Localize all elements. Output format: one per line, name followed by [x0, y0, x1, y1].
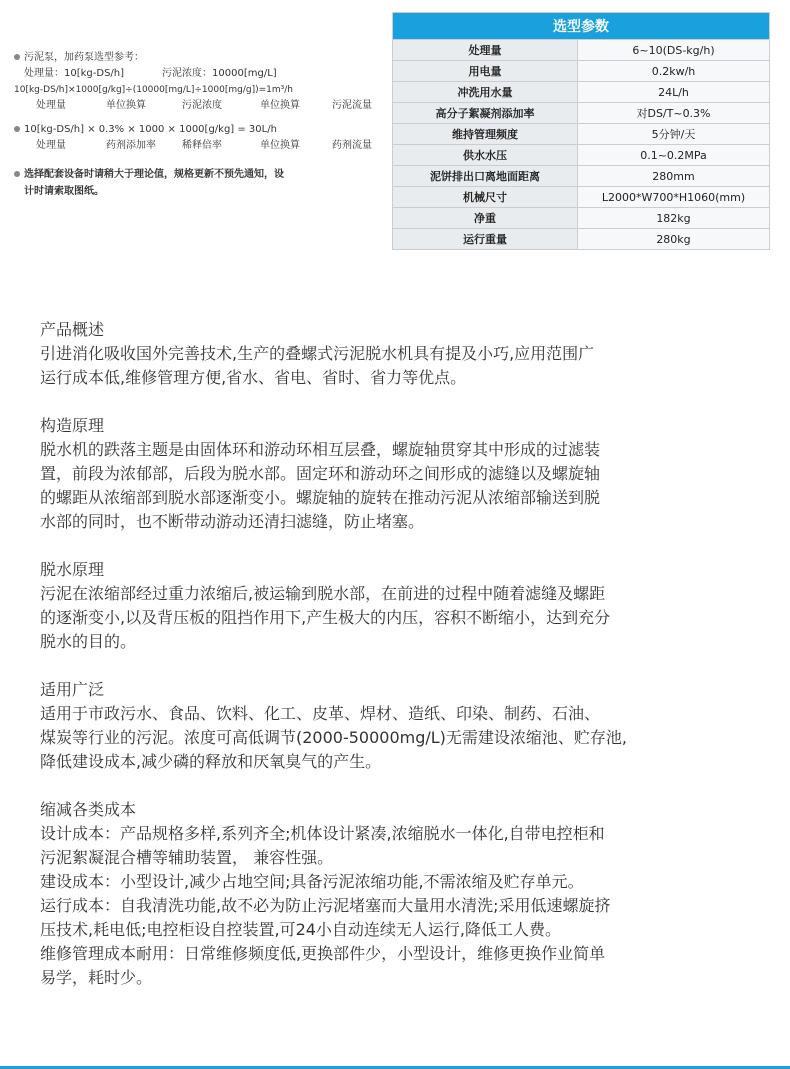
calc-concentration: 污泥浓度：10000[mg/L] — [162, 68, 277, 79]
table-row: 冲洗用水量 24L/h — [393, 82, 770, 103]
table-row: 机械尺寸 L2000*W700*H1060(mm) — [393, 187, 770, 208]
section-title: 产品概述 — [40, 320, 105, 339]
calc-throughput: 处理量：10[kg-DS/h] — [24, 68, 125, 79]
table-row: 净重 182kg — [393, 208, 770, 229]
section-dewatering-principle: 脱水原理 污泥在浓缩部经过重力浓缩后,被运输到脱水部，在前进的过程中随着滤缝及螺距 的逐渐变小,以及背压板的阻挡作用下,产生极大的内压，容积不断缩小，达到充分 脱水的目的。 — [40, 558, 760, 654]
section-overview: 产品概述 引进消化吸收国外完善技术,生产的叠螺式污泥脱水机具有提及小巧,应用范围广 运行成本低,维修管理方便,省水、省电、省时、省力等优点。 — [40, 318, 760, 390]
product-description — [40, 318, 760, 1014]
bullet-icon — [14, 171, 20, 177]
selection-note: 选择配套设备时请稍大于理论值，规格更新不预先通知，设 计时请索取图纸。 — [14, 166, 389, 200]
caption: 单位换算 — [106, 100, 146, 111]
table-row: 用电量 0.2kw/h — [393, 61, 770, 82]
table-row: 高分子絮凝剂添加率 对DS/T~0.3% — [393, 103, 770, 124]
caption: 处理量 — [36, 140, 66, 151]
section-structure: 构造原理 脱水机的跌落主题是由固体环和游动环相互层叠，螺旋轴贯穿其中形成的过滤装 置，前段为浓郁部，后段为脱水部。固定环和游动环之间形成的滤缝以及螺旋轴 的螺距从浓缩部到脱水部逐渐变小。螺旋轴的旋转在推动污泥从浓缩部输送到脱 水部的同时，也不断带动游动还清扫滤缝，防止堵塞。 — [40, 414, 760, 534]
section-title: 适用广泛 — [40, 680, 105, 699]
caption: 药剂流量 — [332, 140, 372, 151]
formula-sludge-flow: 10[kg-DS/h]×1000[g/kg]÷(10000[mg/L]÷1000[mg/g])=1m³/h — [14, 85, 293, 95]
spec-table-title: 选型参数 — [393, 13, 770, 40]
caption: 处理量 — [36, 100, 66, 111]
formula-dosing-flow: 10[kg-DS/h] × 0.3% × 1000 × 1000[g/kg] = 30L/h — [24, 124, 277, 135]
section-title: 缩减各类成本 — [40, 800, 137, 819]
caption: 单位换算 — [260, 140, 300, 151]
formula2-captions — [14, 138, 389, 154]
caption: 稀释倍率 — [182, 140, 222, 151]
caption: 污泥流量 — [332, 100, 372, 111]
table-row: 处理量 6~10(DS-kg/h) — [393, 40, 770, 61]
table-row: 维持管理频度 5分钟/天 — [393, 124, 770, 145]
formula1-captions — [14, 98, 389, 114]
caption: 污泥浓度 — [182, 100, 222, 111]
table-row: 供水水压 0.1~0.2MPa — [393, 145, 770, 166]
section-title: 脱水原理 — [40, 560, 105, 579]
bullet-icon — [14, 126, 20, 132]
spec-table — [392, 12, 770, 250]
section-title: 构造原理 — [40, 416, 105, 435]
caption: 单位换算 — [260, 100, 300, 111]
table-row: 泥饼排出口离地面距离 280mm — [393, 166, 770, 187]
bullet-icon — [14, 54, 20, 60]
section-cost-reduction: 缩减各类成本 设计成本：产品规格多样,系列齐全;机体设计紧凑,浓缩脱水一体化,自带电控柜和 污泥絮凝混合槽等辅助装置， 兼容性强。 建设成本：小型设计,减少占地空间;具备污泥浓缩功能,不需浓缩及贮存单元。 运行成本：自我清洗功能,故不必为防止污泥堵塞而大量用水清洗;采用低速螺旋挤 压技术,耗电低;电控柜设自控装置,可24小自动连续无人运行,降低工人费。 维修管理成本耐用：日常维修频度低,更换部件少，小型设计，维修更换作业简单 易学，耗时少。 — [40, 798, 760, 990]
calc-title: 污泥泵，加药泵选型参考： — [24, 52, 144, 63]
caption: 药剂添加率 — [106, 140, 156, 151]
table-row: 运行重量 280kg — [393, 229, 770, 250]
section-applications: 适用广泛 适用于市政污水、食品、饮料、化工、皮革、焊材、造纸、印染、制药、石油、 煤炭等行业的污泥。浓度可高低调节(2000-50000mg/L)无需建设浓缩池、贮存池, 降低建设成本,减少磷的释放和厌氧臭气的产生。 — [40, 678, 760, 774]
pump-selection-reference — [14, 50, 389, 200]
